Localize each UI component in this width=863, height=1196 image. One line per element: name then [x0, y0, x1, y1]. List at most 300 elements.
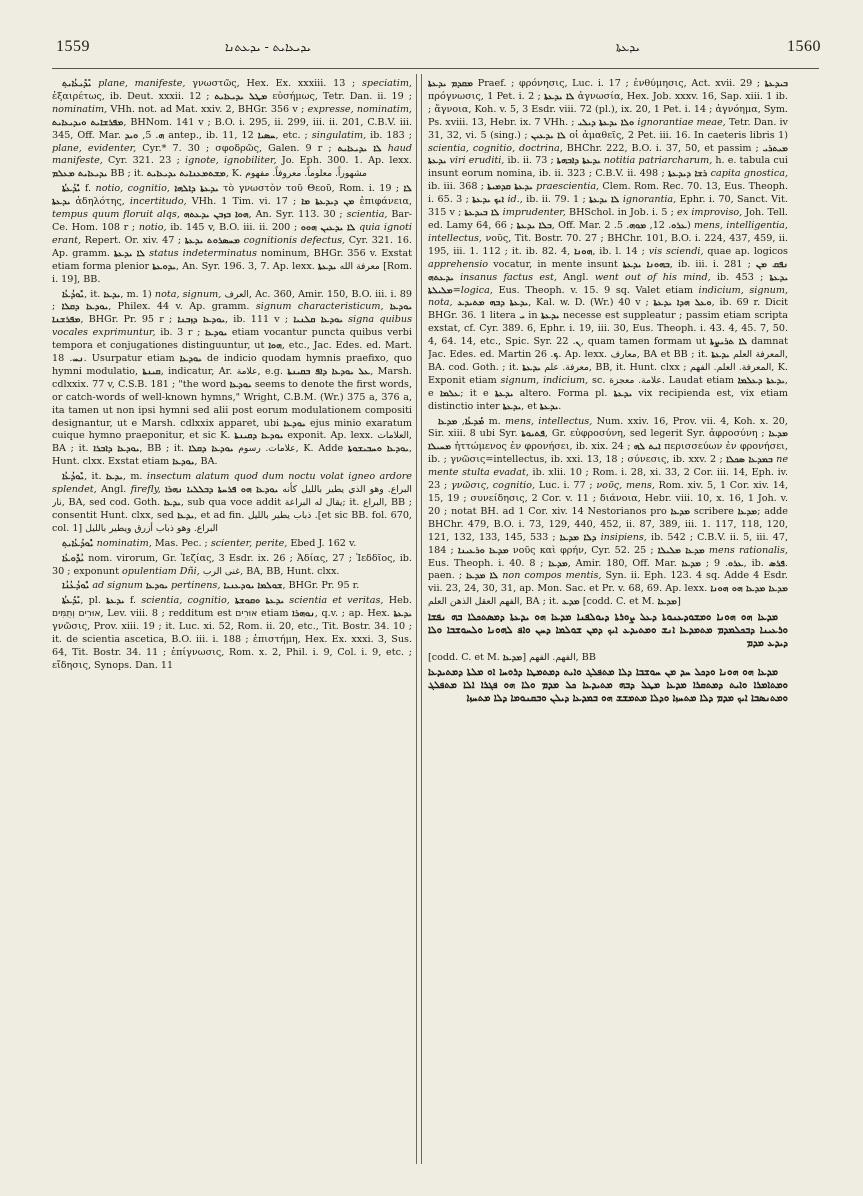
- syriac-phrase: ܝܕܝܥܐܝܬ ܡܥܠܡ: [52, 168, 108, 180]
- citation: de indicio quodam hymnis praefixo, quo hymni modulatio,: [52, 353, 412, 377]
- citation: , ib. 111 v ;: [225, 314, 289, 326]
- left-column: [52, 78, 412, 1163]
- syriac-phrase: ܝ: [519, 310, 525, 322]
- entry-yadiaith: [52, 78, 412, 181]
- syriac-phrase: ܡܕܥܐ: [657, 596, 678, 608]
- syriac-phrase: ܠܐ ܝܕܥܬܐ: [589, 194, 620, 206]
- citation: φρόνησις, Luc. i. 17 ;: [519, 78, 629, 89]
- gloss: praescientia,: [536, 181, 600, 193]
- citation: ib. xxi. 13, 18 ;: [550, 454, 625, 466]
- citation: Eus. Theoph. i. 40. 8 ;: [428, 557, 544, 569]
- syriac-phrase: ܠܐ ܒܝܕܥܬܐ: [464, 207, 500, 219]
- syriac-phrase: ܒܗܘܢܐ ܝܕܥܬܐ: [622, 258, 670, 270]
- gloss: capita gnostica,: [710, 168, 788, 180]
- header-rule: [52, 68, 819, 69]
- syriac-phrase: ܒܠܐ ܝܕܥܬܐ: [516, 219, 552, 231]
- citation: , m.: [122, 471, 143, 483]
- citation: νοῦς, Tit. Bostr. 70. 27 ; BHChr. 101, B.O. i. 224, 437, 459, ii. 195, iii. 1. 112 ; it. ib. 82. 4,: [428, 232, 788, 257]
- syriac-phrase: ܝܘܕܥܐ: [172, 456, 195, 468]
- codex-note: [428, 652, 788, 665]
- citation: ib. ii. 79. 1 ;: [526, 194, 586, 206]
- gloss: scientia, cognitio, doctrina,: [428, 142, 563, 154]
- citation: σφοδρῶς, Galen. 9 r ;: [215, 142, 332, 154]
- syriac-phrase: ܝܕܥܬܐ: [711, 349, 730, 361]
- citation: quae ap. logicos: [707, 245, 788, 257]
- gloss: ignorantiae meae,: [637, 116, 726, 128]
- gloss: viri eruditi,: [449, 155, 505, 167]
- citation: εὐσήμως, Tetr. Dan. ii. 19 ;: [272, 90, 412, 102]
- gloss: signa quibus vocales exprimuntur,: [52, 314, 412, 339]
- citation: , it.: [84, 288, 101, 300]
- syriac-phrase: ܝܕܥܬܐ ܡܠܝܠܬܐ: [428, 271, 788, 296]
- syriac-phrase: ܝܘܕܥܐ: [205, 327, 228, 339]
- syriac-phrase: ܝܘܕܥܐ: [145, 580, 168, 592]
- citation: antep., ib. 11,: [168, 129, 238, 141]
- citation: εἴδησις, Synops. Dan. 11: [52, 659, 174, 671]
- syriac-phrase: ܝܘܕܥܐ: [179, 353, 202, 365]
- gloss: scientia, cognitio,: [141, 595, 230, 607]
- syriac-phrase: ܘܝܕ: [124, 129, 139, 141]
- citation: . Laudat etiam: [661, 374, 734, 386]
- citation: Ἰεδδῖος, ib. 30 ; exponunt: [52, 552, 412, 577]
- citation: ib. xlii. 10 ; Rom. i. 28, xi. 33, 2 Cor. iii. 14, Eph. iv. 23 ;: [428, 467, 788, 492]
- arabic-gloss: العلامات: [377, 430, 409, 442]
- citation: f.: [129, 595, 137, 607]
- citation: ejus minio exaratum cuique hymno praeponitur, et sic K.: [52, 417, 412, 442]
- syriac-phrase: ܠܐ ܝܕܥܝܢ ܗܘܘ: [300, 221, 356, 233]
- citation: διάνοια, Hebr. viii. 10, x. 16, 1 Joh. v. 20 ; notat BH. ad 1 Cor. xiv. 14 Nestorianos pro: [428, 493, 788, 517]
- syriac-phrase: ܡܕܥܐ: [438, 415, 458, 427]
- gloss: insectum alatum quod dum noctu volat igneo ardore splendet,: [52, 471, 412, 496]
- citation: Tetr. Dan. iv 31, 32, vi. 5 (sing.) ;: [428, 116, 788, 141]
- syriac-phrase: ܝܕܥܐ: [105, 471, 123, 483]
- citation: nominum, BHGr. 356 v. Exstat etiam forma plenior: [52, 247, 412, 272]
- syriac-phrase: ܦܬܝܘܬܐ: [521, 428, 545, 440]
- gloss: insipiens,: [600, 531, 647, 543]
- gloss: pertinens,: [171, 580, 221, 592]
- citation: γνωστῶς, Hex. Ex. xxxiii. 13 ;: [192, 78, 356, 89]
- citation: Cyr.* 7. 30 ;: [142, 142, 210, 154]
- syriac-phrase: ܘܠܐ ܝܕܥܬܐ ܕܝܠܝ: [577, 116, 635, 128]
- citation: Heb.: [388, 595, 412, 607]
- gloss: nominatim,: [52, 103, 108, 115]
- citation: , e: [428, 374, 788, 399]
- gloss: vis sciendi,: [648, 245, 704, 257]
- syriac-phrase: ܥܪܘ: [671, 219, 687, 231]
- arabic-gloss: غنى الرب: [202, 565, 241, 577]
- citation: ἀδηλότης,: [75, 196, 125, 208]
- syriac-phrase: ܝܕܥܬܐ: [494, 387, 514, 399]
- citation: γνῶσις=intellectus,: [450, 454, 548, 466]
- citation: , et ad fin.: [194, 509, 245, 521]
- citation: Ebed J. 162 v.: [290, 537, 357, 549]
- citation: Luc. i. 77 ;: [538, 480, 593, 492]
- syriac-quotation-block: ܡܕܥܐ ܗܘ ܗܘܢܐ ܘܡܫܘܕܥܢܘܬܐ ܕܥܠ ܨܘܪܬܐ ܕܝܘܠܦܢܐ ܡܕܥܐ ܗܘ ܝܕܥܬܐ ܕܡܣܬܟܠܐ ܒܗ ܢܦܫܐ ܘܪܥܝܢܐ ܕܒܟܠܡܕܡ ܡܬܡܕܥܐ ܐܢܫ ܘܡܬܝܕܥ ܐܝܟ ܕܡܢ ܫܘܠܡܐ ܕܚܢ ܘܐܦ ܠܗܘܢܐ ܘܠܚܘܫܒܐ ܘܠܐ ܕܝܕܥ ܡܕܡ: [428, 612, 788, 650]
- headword: ܝܺܕܰܥܬܳܐ: [62, 595, 81, 607]
- gloss: ex improviso,: [677, 207, 743, 219]
- arabic-gloss: معارف: [610, 349, 637, 361]
- syriac-phrase: ܡܕܥܐ: [548, 557, 568, 569]
- gloss: notio,: [138, 221, 167, 233]
- syriac-phrase: ܠܐ ܝܕܥܬܐ: [52, 183, 412, 208]
- citation: , m. 1): [120, 288, 152, 300]
- citation: , An. Syr. 113. 30 ;: [248, 209, 343, 221]
- gloss: plane, evidenter,: [52, 142, 137, 154]
- citation: ἐπιφάνεια,: [359, 196, 412, 208]
- citation: εὐφροσύνη, sed legerit Syr.: [570, 428, 706, 440]
- citation: Ἰεζίας, 3 Esdr. ix. 26 ;: [180, 552, 293, 564]
- arabic-gloss: الفهم العقل الذهن العلم: [428, 596, 520, 608]
- citation: , et: [521, 400, 537, 412]
- citation: ἡττώμενος ἐν φρονήσει, ib. xix. 24 ;: [454, 441, 631, 453]
- citation: ἀγνωσία, Hex. Job. xxxv. 16, Sap. xiii. 1 ib. ;: [428, 90, 788, 115]
- citation: , Lev. viii. 8 ; redditum est: [100, 608, 232, 620]
- gloss: ad signum: [92, 580, 143, 592]
- headword: ܝܺܕܺܝܥܳܐܝܬ݂: [62, 78, 92, 89]
- gloss: signum, indicium,: [500, 374, 589, 386]
- citation: , K.: [225, 168, 243, 180]
- headword: ܡܰܕܥܳܐ: [464, 415, 485, 427]
- citation: , BHNom. 141 v ; B.O. i. 295, ii. 299, iii. ii. 201, C.B.V. iii. 345, Off. Mar.: [52, 116, 412, 141]
- citation: , ib. 69 r. Dicit BHGr. 36.: [428, 297, 788, 322]
- citation: vix recipienda est, vix etiam distinctio inter: [428, 387, 788, 412]
- arabic-gloss: علامة. معجزة: [609, 374, 662, 386]
- citation: ἀφροσύνη ;: [708, 428, 765, 440]
- headword: ܝܽܘܕܳܥܳܐ: [62, 288, 85, 300]
- syriac-phrase: ܝܕܥܐ: [103, 288, 121, 300]
- syriac-phrase: ܥܠ ܝܘܕܥܐ ܕܐܦ ܒܩܝܢܬܐ: [287, 365, 371, 377]
- syriac-phrase: ܠܐ ܡܕܥܐ: [466, 570, 499, 582]
- syriac-phrase: ܡܕܥܐ ܘܪܥܝܢܐ: [457, 544, 509, 556]
- citation: . 5. 2): [604, 219, 691, 231]
- syriac-phrase: ܝܕܥܬܐ: [393, 608, 412, 620]
- citation: Rom. xiv. 5, 1 Cor. xiv. 14, 15, 19 ;: [428, 480, 788, 504]
- citation: VHh. not. ad Mat. xxiv. 2, BHGr. 356 v ;: [110, 103, 305, 115]
- arabic-gloss: مشهوراً. معلوماً. معروفاً. مفهوم: [245, 168, 367, 180]
- citation: , it.: [84, 471, 102, 483]
- citation: , e.g.: [257, 365, 283, 377]
- citation: Ἀδίας, 27 ;: [296, 552, 352, 564]
- syriac-phrase: ܡܩܕܡ ܝܕܥܬܐ: [428, 78, 474, 89]
- syriac-phrase: ܝܕܥܬܐ ܕܐܠܗܐ: [174, 183, 219, 195]
- citation: , BB ; it.: [139, 443, 184, 455]
- syriac-phrase: ܝܘܕܥܐ: [229, 378, 252, 390]
- citation: , BB ; consentit Hunt. clxx, sed: [52, 497, 412, 521]
- citation: , ib. l. 14 ;: [592, 245, 645, 257]
- syriac-phrase: ܝܕܥܬܐ ܕܒܗ ܡܬܝܕܥ: [457, 297, 529, 309]
- syriac-phrase: ܦܪܣ: [768, 557, 785, 569]
- citation: , pl.: [80, 595, 101, 607]
- syriac-phrase: ܝܘܕܥܐ ܕܐܒܪܐ: [93, 443, 140, 455]
- syriac-phrase: ܝܘܕܥܐ ܕܙܒܢܐ: [177, 314, 226, 326]
- syriac-phrase: ܒܡܕܥܐ ܣܟܠܐ: [726, 454, 773, 466]
- gloss: ne mente stulta evadat,: [428, 454, 788, 479]
- arabic-gloss: يقال له البراعة: [284, 497, 343, 508]
- entry-ideatha: [52, 595, 412, 672]
- citation: , indicatur, Ar.: [160, 365, 233, 377]
- syriac-phrase: ܝܕܥܬܐ: [539, 400, 559, 412]
- citation: [codd. C. et M.: [428, 652, 500, 664]
- citation: exponit. Ap. lexx.: [287, 430, 374, 442]
- entry-ideatha-continued: ܡܩܕܡ ܝܕܥܬܐ Praef. ; φρόνησις, Luc. i. 17 ; ἐνθύμησις, Act. xvii. 29 ; ܒܝܕܥܬܐ πρόγνωσις, 1 Pet. i. 2 ; ܠܐ ܝܕܥܬܐ ἀγνωσία, Hex. Job. xxxv. 16, Sap. xiii. 1 ib. ; ἄγνοια, Koh. v. 5, 3 Esdr. viii. 72 (pl.), ix. 20, 1 Pet. i. 14 ; ἀγνόημα, Sym. Ps. xviii. 13, Hebr. ix. 7 VHh. ; ܘܠܐ ܝܕܥܬܐ ܕܝܠܝ ignorantiae meae, Tetr. Dan. iv 31, 32, vi. 5 (sing.) ; ܠܐ ܝܕܥܝܢ οἱ ἀμαθεῖς, 2 Pet. iii. 16. In caeteris libris 1) scientia, cognitio, doctrina, BHChr. 222, B.O. i. 37, 50, et passim ; ܡܝܬܪܝ ܝܕܥܬܐ viri eruditi, ib. ii. 73 ; ܝܕܥܬܐ ܕܐܒܗܬܐ notitia patriarcharum, h. e. tabula cui insunt eorum nomina, ib. ii. 323 ; C.B.V. ii. 498 ; ܪܫܐ ܕܝܕܥܬܐ capita gnostica, ib. iii. 368 ; ܝܕܥܬܐ ܩܕܡܝܬܐ praescientia, Clem. Rom. Rec. 70. 13, Eus. Theoph. i. 65. 3 ; ܐܝܟ ܝܕܥܬܐ id., ib. ii. 79. 1 ; ܠܐ ܝܕܥܬܐ ignorantia, Ephr. i. 70, Sanct. Vit. 315 v ; ܠܐ ܒܝܕܥܬܐ imprudenter, BHSchol. in Job. i. 5 ; ex improviso, Joh. Tell. ed. Lamy 64, 66 ; ܒܠܐ ܝܕܥܬܐ, Off. Mar. ܥܪܘ. 12, ܡܘܗ. 5. 2) mens, intelligentia, intellectus, νοῦς, Tit. Bostr. 70. 27 ; BHChr. 101, B.O. i. 224, 437, 459, ii. 195, iii. 1. 112 ; it. ib. 82. 4, ܗܘܢܐ, ib. l. 14 ; vis sciendi, quae ap. logicos apprehensio vocatur, in mente insunt ܒܗܘܢܐ ܝܕܥܬܐ, ib. iii. i. 281 ; ܢܦܩ ܡܢ ܝܕܥܬܗ insanus factus est, Angl. went out of his mind, ib. 453 ; ܝܕܥܬܐ ܡܠܝܠܬܐ=logica, Eus. Theoph. v. 15. 9 sq. Valet etiam indicium, signum, nota, ܝܕܥܬܐ ܕܒܗ ܡܬܝܕܥ, Kal. w. D. (Wr.) 40 v ; ܘܥܠ ܗܕܐ ܝܕܥܬܐ, ib. 69 r. Dicit BHGr. 36. 1 litera ܝ in ܝܕܥܬܐ necesse est suppleatur ; passim etiam scripta exstat, cf. Cyr. 389. 6, Ephr. i. 19, iii. 30, Eus. Theoph. i. 43. 4, 45. 7, 50. 4, 64. 14, etc., Spic. Syr. ܢ. 22, quam tamen formam ut ܠܐ ܬܪܝܨܬܐ damnat Jac. Edes. ed. Martin ܟ. 26. Ap. lexx. معارف, BA et BB ; it. ܝܕܥܬܐ المعرفة العلم, BA. cod. Goth. ; it. ܝܕܥܬܐ معرفة. علم, BB, it. Hunt. clxx ; المعرفة. العلم. الفهم, K. Exponit etiam signum, indicium, sc. علامة. معجزة. Laudat etiam ܝܕܥܬܐ ܕܥܠܡܐ, e ܥܠܡܐ; it e ܝܕܥܬܐ altero. Forma pl. ܝܕܥܬܐ vix recipienda est, vix etiam distinctio inter ܝܕܥܬܐ, et ܝܕܥܬܐ.: [428, 78, 788, 412]
- citation: ]: [522, 652, 527, 664]
- gloss: speciatim,: [362, 78, 412, 89]
- syriac-phrase: ܠܐ ܝܕܥܝܢ: [531, 129, 566, 141]
- hebrew-phrase: אוּרִים: [235, 608, 258, 620]
- syriac-phrase: ܡܕܥܐ: [768, 583, 788, 595]
- citation: , BA, sed cod. Goth.: [61, 497, 161, 508]
- syriac-quotation-block-2: ܡܕܥܐ ܗܘ ܗܘܢܐ ܘܕܟܠ ܚܕ ܡܢ ܚܘܫܒܐ ܕܠܐ ܡܬܦܠܓ ܘܐܝܬ ܕܡܬܡܛܐ ܕܪܘܚܐ ܐܘ ܡܠܬܐ ܕܡܬܝܕܥܐ ܘܡܬܐܡܪܐ ܘܐܝܬ ܕܡܬܩܪܐ ܡܕܥܐ ܡܛܠ ܕܒܗ ܡܬܝܕܥܐ ܟܠ ܡܕܡ ܘܠܐ ܗܘ ܦܓܪܐ ܐܠܐ ܡܬܦܠܓ ܘܡܬܢܣܒܐ ܐܝܟ ܡܕܡ ܕܠܐ ܡܬܚܙܐ ܘܕܠܐ ܡܬܡܫܫ ܗܘ ܒܡܕܥܐ ܕܝܠܢ ܘܒܩܢܘܡܐ ܕܠܐ ܡܬܚܙܐ: [428, 667, 788, 705]
- citation: , BB: [575, 652, 596, 664]
- syriac-phrase: ܠܐ ܬܪܝܨܬܐ: [709, 336, 748, 348]
- syriac-phrase: ܡܢ ܕܝܕܥܬܐ ܡܐ: [301, 196, 355, 208]
- gloss: quia ignoti erant,: [52, 221, 412, 246]
- citation: [Rom. i. 19], BB.: [52, 260, 412, 285]
- syriac-phrase: ܡܘܗ: [629, 219, 647, 231]
- syriac-phrase: ܐܝܟ ܝܕܥܬܐ: [472, 194, 505, 206]
- syriac-phrase: ܡܕܥܐ ܡܚܝܠܐ: [428, 428, 788, 453]
- citation: . paen. ;: [428, 557, 788, 582]
- gloss: notitia patriarcharum,: [603, 155, 713, 167]
- gloss: apprehensio: [428, 258, 489, 270]
- citation: scribere: [693, 505, 734, 517]
- syriac-phrase: ܝܘܕܥܐ: [283, 417, 306, 429]
- syriac-phrase: ܝܘܕܥܐ ܕܩܠܐ: [61, 301, 109, 313]
- running-head-right: ܝܕܥܬܐ: [615, 40, 640, 54]
- citation: , Marsh. cdlxxix. 77 v, C.S.B. 181 ; "the word: [52, 365, 412, 390]
- gloss: mens, intellectus,: [505, 415, 593, 427]
- citation: ; adde BHChr. 479, B.O. i. 73, 129, 440, 452, ii. 87, 389, iii. 1. 117, 118, 120, 121, 132, 133, 145, 533 ;: [428, 505, 788, 543]
- citation: , Philex. 44 v. Ap. gramm.: [108, 301, 250, 313]
- gloss: haud manifeste,: [52, 142, 412, 167]
- syriac-phrase: ܡܕܥܐ: [681, 557, 702, 569]
- arabic-gloss: المعرفة العلم: [733, 349, 785, 361]
- syriac-phrase: ܝܕܥܬܐ: [541, 310, 560, 322]
- citation: , BA ; it.: [52, 430, 412, 455]
- syriac-phrase: ܗܘܐ ܒܙܒܢ ܝܕܥܬܗ: [183, 209, 249, 221]
- citation: ἐνθύμησις, Act. xvii. 29 ;: [633, 78, 761, 89]
- citation: , BA ; it.: [519, 596, 559, 608]
- citation: , BA, BB, Hunt. clxx.: [240, 565, 340, 577]
- gloss: scientia et veritas,: [289, 595, 384, 607]
- citation: , Off. Mar.: [551, 219, 601, 231]
- syriac-phrase: ܥܪܘ: [728, 557, 744, 569]
- citation: ib. ii. 73 ;: [507, 155, 554, 167]
- entry-yudaana: [52, 580, 412, 593]
- citation: , BHGr. Pr. 95 r.: [282, 580, 360, 592]
- citation: ἐπιστήμη, Hex. Ex. xxxi. 3, Sus. 64, Tit. Bostr. 34. 11 ;: [52, 634, 412, 658]
- gloss: scienter, perite,: [210, 537, 288, 549]
- arabic-gloss: معرفة الله: [339, 260, 380, 272]
- gloss: ignorantia,: [622, 194, 677, 206]
- arabic-gloss: المعرفة. العلم. الفهم: [689, 361, 772, 373]
- syriac-phrase: ܡܕܥܐ ܡܠܝܠܐ: [657, 544, 705, 556]
- gloss: expresse, nominatim,: [307, 103, 412, 115]
- citation: Ephr. i. 70, Sanct. Vit. 315 v ;: [428, 194, 788, 219]
- gloss: tempus quum floruit alqs,: [52, 209, 180, 221]
- syriac-phrase: ܐܝܬ ܠܗ: [633, 441, 661, 453]
- citation: , BHGr. Pr. 95 r ;: [80, 314, 173, 326]
- syriac-phrase: ܒܝܕܥܬܐ: [764, 78, 788, 89]
- right-column: [428, 78, 788, 1163]
- gloss: went out of his mind,: [594, 271, 711, 283]
- citation: Cyr. 321. 23 ;: [108, 155, 180, 167]
- syriac-phrase: ܝܕܥܬܐ: [106, 595, 125, 607]
- arabic-gloss: معرفة. علم: [544, 361, 589, 373]
- syriac-phrase: ܝܕܥܬܐ: [318, 260, 337, 272]
- citation: οἱ ἀμαθεῖς, 2 Pet. iii. 16. In caeteris libris 1): [569, 129, 788, 141]
- citation: sc.: [592, 374, 606, 386]
- arabic-gloss: البراع: [363, 497, 385, 508]
- page-number-right: 1560: [787, 38, 821, 55]
- syriac-phrase: ܡܚܣܪܘܬ ܝܕܥܬܐ: [184, 234, 240, 246]
- syriac-phrase: ܝܘܕܥܐ ܗܘ ܦܪܚܬܐ ܕܒܠܠܝܐ ܢܗܪܐ: [165, 484, 279, 496]
- citation: Clem. Rom. Rec. 70. 13, Eus. Theoph. i. 65. 3 ;: [428, 181, 788, 206]
- citation: .[et sic BB. fol. 670, col. 1]: [52, 509, 412, 534]
- citation: , K. Adde: [295, 443, 344, 455]
- syriac-phrase: ܚܣܝܐ: [257, 129, 276, 141]
- citation: , K. Exponit etiam: [428, 361, 788, 386]
- citation: in: [528, 310, 538, 322]
- syriac-phrase: ܝܕܥܬܐ: [522, 361, 541, 373]
- syriac-phrase: ܩܝܢܬܐ: [142, 365, 161, 377]
- syriac-phrase: ܝܕܥܬܐ: [502, 400, 522, 412]
- citation: τὸ γνωστὸν τοῦ Θεοῦ, Rom. i. 19 ;: [223, 183, 400, 195]
- citation: nom. virorum, Gr.: [88, 552, 177, 564]
- syriac-phrase: ܡܕܥܐ: [502, 652, 523, 664]
- gloss: nominatim,: [96, 537, 152, 549]
- headword: ܝܳܕܽܘܥܳܐ: [62, 552, 85, 564]
- citation: . 22, quam tamen formam ut: [556, 336, 706, 348]
- citation: ἐξαιρέτως, ib. Deut. xxxii. 12 ;: [52, 90, 210, 102]
- entry-yadua: [52, 553, 412, 579]
- citation: Cyr. 321. 16. Ap. gramm.: [52, 234, 412, 259]
- syriac-phrase: ܡܕܥ: [561, 596, 580, 608]
- citation: ib. 3 r ;: [160, 327, 201, 339]
- arabic-gloss: ذباب يطير بالليل: [247, 509, 312, 521]
- syriac-phrase: ܝܘܕܥܐ ܡܦܪܫܢܐ: [52, 301, 412, 326]
- citation: Bar-Ce. Hom. 108 r ;: [52, 209, 412, 233]
- syriac-phrase: ܥܠܡܐ: [440, 387, 461, 399]
- running-head-left: ܝܕܝܥܐܝܬ - ܝܕܥܬܢܐ: [224, 40, 312, 54]
- syriac-phrase: ܡܛܠ ܝܕܝܥܐܝܬ: [214, 90, 268, 102]
- syriac-phrase: ܝܘܕܥܐ ܩܠܢܝܐ: [293, 314, 343, 326]
- citation: h. e. tabula cui insunt eorum nomina, ib. ii. 323 ; C.B.V. ii. 498 ;: [428, 155, 788, 180]
- column-divider: [416, 74, 422, 1164]
- gloss: νοῦς, mens,: [596, 480, 655, 492]
- syriac-phrase: ܗܘܐ: [268, 340, 282, 352]
- arabic-gloss: البراع. وهو الذي يطير بالليل كأنه نار: [52, 484, 412, 508]
- citation: . 9 ;: [705, 557, 729, 569]
- gloss: insanus factus est,: [460, 271, 557, 283]
- entry-madda: [428, 416, 788, 610]
- gloss: opulentiam Dñi,: [122, 565, 200, 577]
- syriac-phrase: ܝܘܕܥܐ ܘܚܒܝܫܘܬܐ: [347, 443, 409, 455]
- gloss: signum characteristicum,: [255, 301, 384, 313]
- citation: , ib.: [743, 557, 764, 569]
- syriac-phrase: ܝܕܥܬܐ ܩܕܡܝܬܐ: [487, 181, 533, 193]
- citation: , Gr.: [544, 428, 567, 440]
- syriac-phrase: ܝܕܥܬܐ ܘܩܘܫܬܐ: [235, 595, 285, 607]
- citation: , BB, it. Hunt. clxx ;: [588, 361, 687, 373]
- syriac-phrase: ܡܦܪܫܐܝܬ ܘܝܕܝܥܐܝܬ: [52, 116, 124, 128]
- citation: , ib. iii. i. 281 ;: [669, 258, 751, 270]
- citation: , BA.: [194, 456, 218, 468]
- gloss: cognitionis defectus,: [243, 234, 346, 246]
- citation: Praef. ;: [477, 78, 515, 89]
- citation: . 5,: [142, 129, 159, 141]
- citation: f.: [84, 183, 92, 195]
- citation: περισσεύων ἐν φρονήσει, ib. ;: [428, 441, 788, 466]
- citation: altero: [519, 387, 549, 399]
- citation: m.: [488, 415, 501, 427]
- citation: VHh. 1 Tim. vi. 17 ;: [191, 196, 297, 208]
- syriac-phrase: ܡܕܥܐ ܗܘ ܗܘܢܐ: [710, 583, 766, 595]
- syriac-phrase: ܠܐ ܝܕܥܬܐ: [544, 90, 575, 102]
- citation: , Ac. 360, Amir. 150, B.O. iii. i. 89 ;: [52, 288, 412, 313]
- syriac-phrase: ܝܕܥܬܐ: [613, 387, 633, 399]
- citation: Syn. ii. Eph. 123. 4 sq. Adde 4 Esdr. vii. 23, 24, 30, 31, ap. Mon. Sac. et Pr. v. 68, 69. Ap. lexx.: [428, 570, 788, 595]
- citation: , etc., Jac. Edes. ed. Mart.: [281, 340, 412, 352]
- citation: ; it e: [460, 387, 489, 399]
- citation: ib. iii. 368 ;: [428, 181, 484, 193]
- citation: ἄγνοια, Koh. v. 5, 3 Esdr. viii. 72 (pl.), ix. 20, 1 Pet. i. 14 ;: [434, 103, 713, 115]
- syriac-phrase: ܝܕܥܬܐ ܕܥܠܡܐ: [737, 374, 785, 386]
- citation: Num. xxiv. 16, Prov. vii. 4, Koh. x. 20, Sir. xiii. 8 ubi Syr.: [428, 415, 788, 440]
- syriac-phrase: ܡܫܬܡܥܢܐܝܬ ܝܕܝܥܐܝܬ: [146, 168, 226, 180]
- citation: πρόγνωσις, 1 Pet. i. 2 ;: [428, 90, 541, 102]
- citation: etiam: [261, 608, 289, 620]
- entry-yudaa-signum: [52, 289, 412, 470]
- citation: Angl.: [563, 271, 589, 283]
- entry-yudaaith: [52, 538, 412, 551]
- syriac-phrase: ܝܘܕܥܐ ܕܩܝܢܬܐ: [234, 430, 284, 442]
- syriac-phrase: ܗܘܢܐ: [574, 245, 593, 257]
- syriac-phrase: ܡܝܬܪܝ ܝܕܥܬܐ: [428, 142, 788, 167]
- citation: , Amir. 180, Off. Mar.: [567, 557, 677, 569]
- gloss: status indeterminatus: [149, 247, 257, 259]
- citation: vocatur, in mente insunt: [493, 258, 618, 270]
- gloss: notio, cognitio,: [95, 183, 170, 195]
- arabic-gloss: الفهم. الفهم: [529, 652, 576, 664]
- syriac-phrase: ܟ: [553, 349, 559, 361]
- citation: , BA. cod. Goth. ; it.: [428, 349, 788, 373]
- syriac-phrase: ܢܚ: [72, 353, 84, 365]
- citation: . 26. Ap. lexx.: [534, 349, 608, 361]
- gloss: γνῶσις, cognitio,: [450, 480, 536, 492]
- gloss: =logica,: [452, 284, 493, 296]
- citation: . 12,: [649, 219, 672, 231]
- syriac-phrase: ܠܐ ܝܕܥܬܐ: [114, 247, 146, 259]
- citation: ; it.: [342, 497, 360, 508]
- hebrew-phrase: אוּרִים וְתֻמִּים: [52, 608, 101, 620]
- citation: , q.v. ; ap. Hex.: [314, 608, 390, 620]
- citation: seems to denote the first words, or catch-words of well-known hymns," Wright, C.B.M. (Wr.) 375 a, 376 a, ita tamen ut non ipsi hymni sed alii post eorum modulationem compositi designantur, ut e Marsh. cdlxxix apparet, ubi: [52, 378, 412, 429]
- citation: ib. 453 ;: [716, 271, 764, 283]
- citation: etiam vocantur puncta quibus verbi tempora et conjugationes distinguuntur, ut: [52, 327, 412, 352]
- syriac-phrase: ܢ: [575, 336, 581, 348]
- gloss: id.,: [507, 194, 523, 206]
- citation: Joh. Tell. ed. Lamy 64, 66 ;: [428, 207, 788, 231]
- page-number-left: 1559: [56, 38, 90, 55]
- gloss: firefly,: [130, 484, 161, 496]
- syriac-phrase: ܗ: [158, 129, 165, 141]
- citation: . Forma pl.: [548, 387, 608, 399]
- gloss: mens, intelligentia, intellectus,: [428, 219, 788, 244]
- syriac-phrase: ܝܕܘܥܬܐ: [152, 260, 176, 272]
- syriac-phrase: ܢܦܩ ܡܢ ܝܕܥܬܗ: [428, 258, 788, 283]
- syriac-phrase: ܝܕܥܬܐ ܕܐܒܗܬܐ: [556, 155, 601, 167]
